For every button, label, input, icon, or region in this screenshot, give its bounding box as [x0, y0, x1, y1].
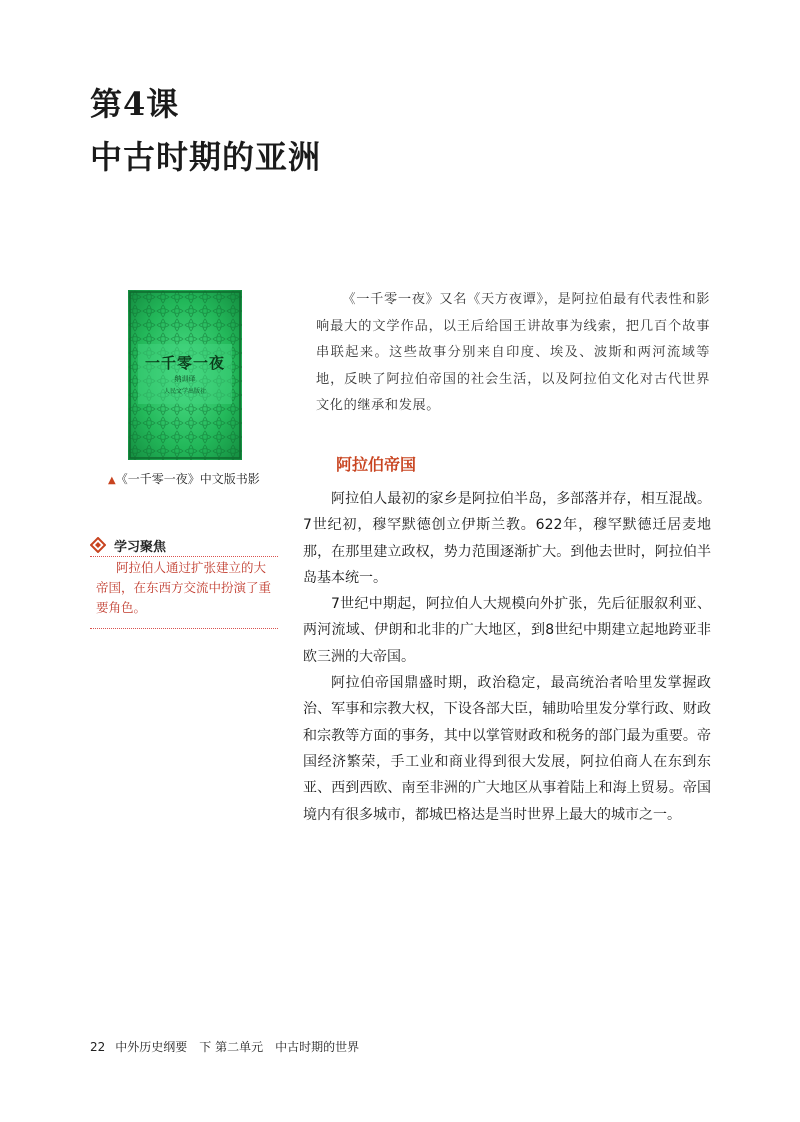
intro-paragraph: 《一千零一夜》又名《天方夜谭》，是阿拉伯最有代表性和影响最大的文学作品，以王后给国王讲故事为线索，把几百个故事串联起来。这些故事分别来自印度、埃及、波斯和两河流域等地，反映了阿拉伯帝国的社会生活，以及阿拉伯文化对古代世界文化的继承和发展。 [316, 292, 710, 414]
body-paragraph: 阿拉伯帝国鼎盛时期，政治稳定，最高统治者哈里发掌握政治、军事和宗教大权，下设各部大臣，辅助哈里发分掌行政、财政和宗教等方面的事务，其中以掌管财政和税务的部门最为重要。帝国经济繁荣，手工业和商业得到很大发展，阿拉伯商人在东到东亚、西到西欧、南至非洲的广大地区从事着陆上和海上贸易。帝国境内有很多城市，都城巴格达是当时世界上最大的城市之一。 [303, 675, 711, 823]
figure-caption [108, 470, 260, 487]
focus-text: 阿拉伯人通过扩张建立的大帝国，在东西方交流中扮演了重要角色。 [96, 560, 272, 615]
focus-divider-top [90, 556, 278, 557]
focus-label: 学习聚焦 [114, 539, 167, 555]
section-body [303, 486, 711, 828]
caption-text: 《一千零一夜》中文版书影 [115, 472, 260, 486]
body-paragraph: 7世纪中期起，阿拉伯人大规模向外扩张，先后征服叙利亚、两河流域、伊朗和北非的广大地区，到8世纪中期建立起地跨亚非欧三洲的大帝国。 [303, 596, 711, 665]
footer-book-info: 中外历史纲要 下 第二单元 中古时期的世界 [115, 1040, 360, 1054]
focus-header [90, 536, 166, 554]
body-paragraph: 阿拉伯人最初的家乡是阿拉伯半岛，多部落并存，相互混战。7世纪初，穆罕默德创立伊斯兰教。622年，穆罕默德迁居麦地那，在那里建立政权，势力范围逐渐扩大。到他去世时，阿拉伯半岛基本统一。 [303, 491, 711, 586]
cover-title: 一千零一夜 [144, 354, 225, 372]
focus-divider-bottom [90, 628, 278, 629]
lesson-title: 中古时期的亚洲 [90, 138, 322, 176]
book-cover-image [128, 290, 242, 460]
page-footer [90, 1038, 359, 1055]
cover-publisher: 人民文学出版社 [163, 388, 206, 395]
cover-subtitle: 纳训译 [174, 375, 196, 383]
section-heading: 阿拉伯帝国 [336, 455, 417, 474]
page-number: 22 [90, 1040, 106, 1054]
lesson-number: 第4课 [90, 85, 180, 123]
focus-diamond-icon [90, 537, 106, 553]
caption-marker-icon: ▲ [108, 475, 116, 486]
